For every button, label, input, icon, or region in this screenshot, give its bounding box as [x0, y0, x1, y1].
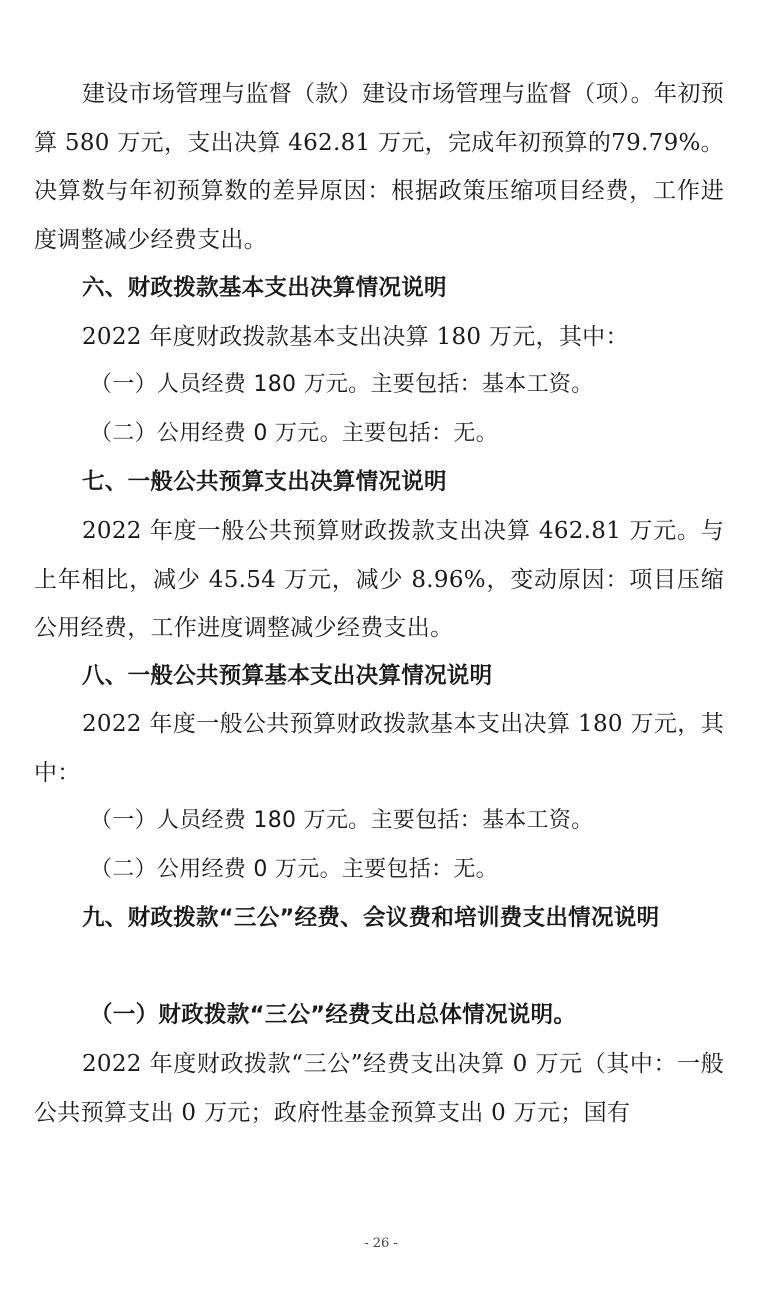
paragraph-basic-expenditure: 2022 年度财政拨款基本支出决算 180 万元，其中： [82, 324, 629, 350]
paragraph-personnel-expenses-1: （一）人员经费 180 万元。主要包括：基本工资。 [90, 372, 594, 397]
paragraph-public-expenses-2: （二）公用经费 0 万元。主要包括：无。 [90, 857, 498, 882]
heading-section-7: 七、一般公共预算支出决算情况说明 [82, 469, 447, 495]
heading-section-9-1: （一）财政拨款“三公”经费支出总体情况说明。 [90, 1002, 577, 1028]
page-number: - 26 - [364, 1236, 398, 1251]
paragraph-general-basic-expenditure: 2022 年度一般公共预算财政拨款基本支出决算 180 万元，其中： [34, 711, 724, 786]
paragraph-three-public-expenses: 2022 年度财政拨款“三公”经费支出决算 0 万元（其中：一般公共预算支出 0 万元；政府性基金预算支出 0 万元；国有 [34, 1051, 724, 1126]
heading-section-6: 六、财政拨款基本支出决算情况说明 [82, 275, 447, 301]
heading-section-8: 八、一般公共预算基本支出决算情况说明 [82, 663, 493, 689]
paragraph-personnel-expenses-2: （一）人员经费 180 万元。主要包括：基本工资。 [90, 808, 594, 833]
heading-section-9: 九、财政拨款“三公”经费、会议费和培训费支出情况说明 [82, 905, 660, 931]
paragraph-construction-market: 建设市场管理与监督（款）建设市场管理与监督（项）。年初预算 580 万元，支出决算 462.81 万元，完成年初预算的79.79%。决算数与年初预算数的差异原因：根据政策压缩项目经费，工作进度调整减少经费支出。 [34, 81, 724, 253]
paragraph-public-expenses-1: （二）公用经费 0 万元。主要包括：无。 [90, 421, 498, 446]
paragraph-general-budget: 2022 年度一般公共预算财政拨款支出决算 462.81 万元。与上年相比，减少 45.54 万元，减少 8.96%，变动原因：项目压缩公用经费，工作进度调整减少经费支出。 [34, 518, 724, 641]
